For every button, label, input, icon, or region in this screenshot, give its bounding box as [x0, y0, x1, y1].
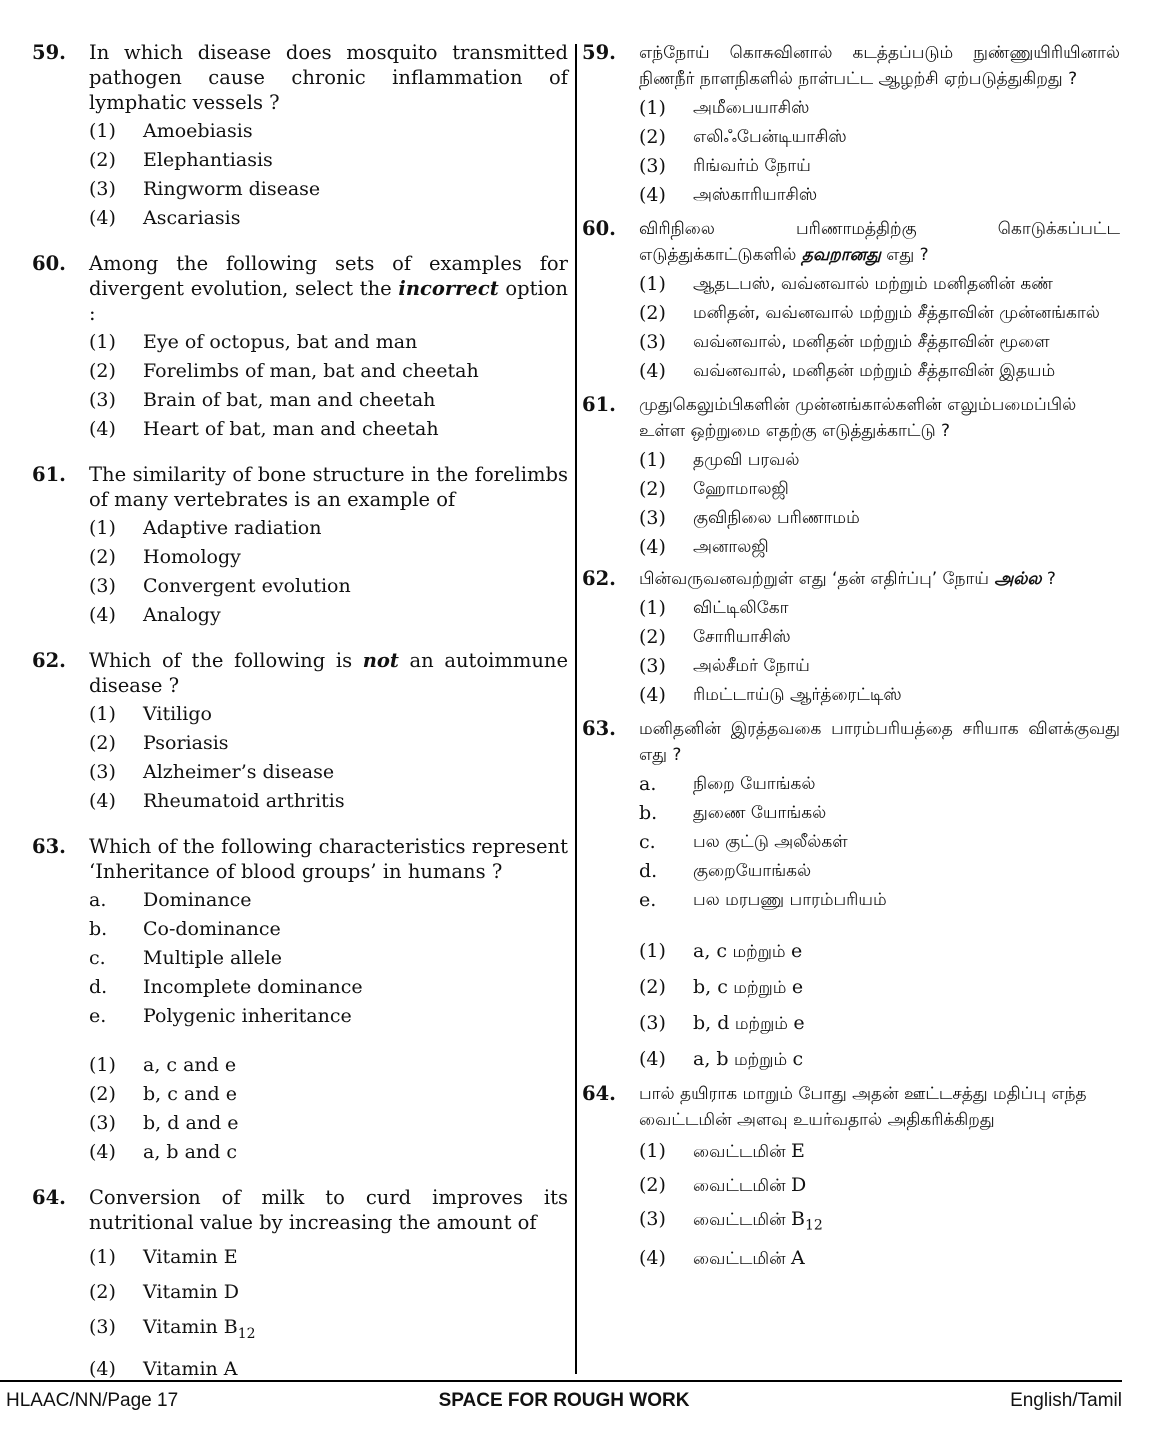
option: (3) வைட்டமின் $B_{12}$ [639, 1208, 823, 1234]
question-number: 64. [582, 1082, 616, 1105]
option: (3) b, d மற்றும் e [639, 1012, 805, 1034]
question-stem: எந்நோய் கொசுவினால் கடத்தப்படும் நுண்ணுயிரியினால் நிணநீர் நாளநிகளில் நாள்பட்ட ஆழற்சி ஏற்படுத்துகிறது ? [639, 43, 1120, 89]
option: (4) அனாலஜி [639, 536, 769, 558]
rough-work-label: SPACE FOR ROUGH WORK [438, 1390, 690, 1411]
page-footer [6, 1390, 1122, 1414]
question-stem: Which of the following is not an autoimmune disease ? [89, 649, 568, 697]
option: (1) Amoebiasis [89, 120, 253, 142]
option: (4) வவ்னவால், மனிதன் மற்றும் சீத்தாவின் இதயம் [639, 360, 1056, 382]
question-stem: Among the following sets of examples for divergent evolution, select the incorrect option : [89, 252, 568, 325]
option: (1) விட்டிலிகோ [639, 597, 789, 619]
question-number: 62. [582, 567, 616, 590]
statement: b. Co-dominance [89, 918, 281, 940]
english-column [32, 40, 568, 1382]
page-code: HLAAC/NN/Page 17 [6, 1390, 179, 1411]
statement: d. குறையோங்கல் [639, 860, 812, 882]
option: (4) வைட்டமின் A [639, 1247, 805, 1270]
question-64-ta [582, 1081, 1120, 1272]
option: (2) ஹோமாலஜி [639, 478, 789, 500]
option: (4) அஸ்காரியாசிஸ் [639, 184, 818, 206]
question-number: 59. [582, 41, 616, 64]
question-number: 61. [582, 393, 616, 416]
option: (3) b, d and e [89, 1112, 239, 1134]
statement: d. Incomplete dominance [89, 976, 363, 998]
question-stem: பின்வருவனவற்றுள் எது ‘தன் எதிர்ப்பு’ நோய் அல்ல ? [639, 569, 1056, 589]
question-60-en [32, 251, 568, 442]
option: (3) வவ்னவால், மனிதன் மற்றும் சீத்தாவின் மூளை [639, 331, 1050, 353]
option: (4) Ascariasis [89, 207, 241, 229]
question-number: 63. [32, 835, 66, 858]
option: (3) Alzheimer’s disease [89, 761, 335, 783]
statement: c. பல குட்டு அலீல்கள் [639, 831, 848, 853]
question-59-ta [582, 40, 1120, 208]
question-61-en [32, 462, 568, 628]
footer-rule [0, 1380, 1122, 1382]
question-stem: விரிநிலை பரிணாமத்திற்கு கொடுக்கப்பட்ட எடுத்துக்காட்டுகளில் தவறானது எது ? [639, 219, 1120, 265]
option: (3) Convergent evolution [89, 575, 351, 597]
option: (4) Vitamin A [89, 1357, 238, 1380]
question-stem: முதுகெலும்பிகளின் முன்னங்கால்களின் எலும்பமைப்பில் உள்ள ஒற்றுமை எதற்கு எடுத்துக்காட்டு ? [639, 395, 1077, 441]
option: (4) Rheumatoid arthritis [89, 790, 345, 812]
statement: b. துணை யோங்கல் [639, 802, 827, 824]
option: (2) Forelimbs of man, bat and cheetah [89, 360, 479, 382]
option: (4) Heart of bat, man and cheetah [89, 418, 439, 440]
language-label: English/Tamil [1010, 1390, 1122, 1411]
question-number: 59. [32, 41, 66, 64]
option: (2) சோரியாசிஸ் [639, 626, 791, 648]
question-63-en [32, 834, 568, 1165]
option: (1) அமீபையாசிஸ் [639, 97, 810, 119]
column-divider [575, 44, 577, 1374]
question-stem: மனிதனின் இரத்தவகை பாரம்பரியத்தை சரியாக விளக்குவது எது ? [639, 719, 1120, 765]
question-stem: In which disease does mosquito transmitted pathogen cause chronic inflammation of lymphatic vessels ? [89, 41, 568, 114]
option: (1) Vitamin E [89, 1246, 238, 1268]
question-64-en [32, 1185, 568, 1382]
option: (3) Brain of bat, man and cheetah [89, 389, 436, 411]
option: (3) குவிநிலை பரிணாமம் [639, 507, 860, 529]
option: (1) வைட்டமின் E [639, 1140, 805, 1162]
option: (2) Vitamin D [89, 1281, 240, 1303]
option: (1) Vitiligo [89, 703, 212, 725]
statement: e. Polygenic inheritance [89, 1005, 352, 1027]
option: (1) Eye of octopus, bat and man [89, 331, 418, 353]
option: (2) Psoriasis [89, 732, 229, 754]
option: (3) அல்சீமர் நோய் [639, 655, 810, 677]
question-60-ta [582, 216, 1120, 384]
option: (4) a, b மற்றும் c [639, 1048, 804, 1070]
option: (2) எலிஃபேன்டியாசிஸ் [639, 126, 847, 148]
option: (2) வைட்டமின் D [639, 1174, 807, 1196]
question-number: 62. [32, 649, 66, 672]
question-stem: Which of the following characteristics represent ‘Inheritance of blood groups’ in humans ? [89, 835, 568, 883]
option: (1) தமுவி பரவல் [639, 449, 800, 471]
question-62-en [32, 648, 568, 814]
question-number: 60. [582, 217, 616, 240]
question-63-ta [582, 716, 1120, 1073]
question-number: 60. [32, 252, 66, 275]
option: (1) a, c and e [89, 1054, 237, 1076]
question-stem: The similarity of bone structure in the forelimbs of many vertebrates is an example of [89, 463, 568, 511]
question-stem: பால் தயிராக மாறும் போது அதன் ஊட்டசத்து மதிப்பு எந்த வைட்டமின் அளவு உயர்வதால் அதிகரிக்கிறது [639, 1084, 1087, 1130]
option: (3) Ringworm disease [89, 178, 321, 200]
statement: c. Multiple allele [89, 947, 283, 969]
option: (3) Vitamin $B_{12}$ [89, 1316, 256, 1342]
question-number: 64. [32, 1186, 66, 1209]
option: (2) Homology [89, 546, 241, 568]
option: (4) ரிமட்டாய்டு ஆர்த்ரைட்டிஸ் [639, 684, 902, 706]
option: (1) ஆதடபஸ், வவ்னவால் மற்றும் மனிதனின் கண் [639, 273, 1053, 295]
statement: a. Dominance [89, 889, 252, 911]
question-number: 61. [32, 463, 66, 486]
question-stem: Conversion of milk to curd improves its nutritional value by increasing the amount of [89, 1186, 568, 1234]
option: (2) Elephantiasis [89, 149, 273, 171]
option: (4) a, b and c [89, 1141, 238, 1163]
question-61-ta [582, 392, 1120, 560]
option: (2) b, c and e [89, 1083, 237, 1105]
option: (2) மனிதன், வவ்னவால் மற்றும் சீத்தாவின் முன்னங்கால் [639, 302, 1100, 324]
tamil-column [582, 40, 1120, 1272]
question-59-en [32, 40, 568, 231]
option: (4) Analogy [89, 604, 221, 626]
statement: e. பல மரபணு பாரம்பரியம் [639, 889, 887, 911]
statement: a. நிறை யோங்கல் [639, 773, 816, 795]
option: (3) ரிங்வர்ம் நோய் [639, 155, 811, 177]
option: (1) Adaptive radiation [89, 517, 322, 539]
option: (2) b, c மற்றும் e [639, 976, 804, 998]
question-number: 63. [582, 717, 616, 740]
question-62-ta [582, 566, 1120, 708]
option: (1) a, c மற்றும் e [639, 940, 803, 962]
